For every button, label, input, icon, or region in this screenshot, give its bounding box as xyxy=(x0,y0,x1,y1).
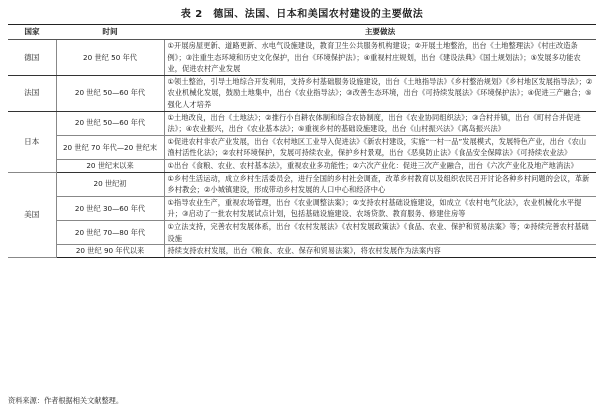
practice-cell: ①土地改良，出台《土地法》；②推行小自耕农体制和综合农协制度，出台《农业协同组织法》；③合村并镇，出台《町村合并促进法》；④农业振兴，出台《农业基本法》；⑤重视乡村的基础设施建设，出台《山村振兴法》《离岛振兴法》 xyxy=(164,111,596,135)
header-practice: 主要做法 xyxy=(164,25,596,40)
country-cell: 日本 xyxy=(8,111,56,172)
practice-cell: ①立法支持，完善农村发展体系，出台《农村发展法》《农村发展政策法》《食品、农业、保护和贸易法案》等；②持续完善农村基础设施 xyxy=(164,220,596,244)
practice-cell: 持续支持农村发展，出台《粮食、农业、保存和贸易法案》，将农村发展作为法案内容 xyxy=(164,245,596,258)
header-country: 国家 xyxy=(8,25,56,40)
table-row-usa-4 xyxy=(8,245,596,258)
period-cell: 20 世纪 50—60 年代 xyxy=(56,75,164,111)
practice-cell: ①指导农业生产，重视农场管理，出台《农业调整法案》；②支持农村基础设施建设，如成立《农村电气化法》，农业机械化水平提升；③启动了一批农村发展试点计划，包括基础设施建设、农场贷款、教育服务、修建住房等 xyxy=(164,196,596,220)
table-row-france xyxy=(8,75,596,111)
table-row-japan-3 xyxy=(8,159,596,172)
period-cell: 20 世纪 30—60 年代 xyxy=(56,196,164,220)
practices-table xyxy=(8,24,596,258)
practice-cell: ①促进农村非农产业发展，出台《农村地区工业导入促进法》《新农村建设，实施“一村一品”发展模式，发展特色产业，出台《农山渔村活性化法》；②农村环境保护，发展可持续农业，保护乡村景观，出台《恶臭防止法》《食品安全保障法》《可持续农业法》 xyxy=(164,135,596,159)
period-cell: 20 世纪 50—60 年代 xyxy=(56,111,164,135)
table-title: 表 2 德国、法国、日本和美国农村建设的主要做法 xyxy=(180,9,424,20)
country-cell: 美国 xyxy=(8,172,56,257)
practice-cell: ①开展房屋更新、道路更新、水电气设施建设，教育卫生公共服务机构建设；②开展土地整治，出台《土地整理法》《村庄改造条例》；③注重生态环境和历史文化保护，出台《环境保护法》；④重视村庄规划，出台《建设法典》《国土规划法》；⑤发展多功能农业，促进农村产业发展 xyxy=(164,40,596,76)
period-cell: 20 世纪 50 年代 xyxy=(56,40,164,76)
header-period: 时间 xyxy=(56,25,164,40)
table-row-japan-1 xyxy=(8,111,596,135)
period-cell: 20 世纪末以来 xyxy=(56,159,164,172)
source-note: 资料来源：作者根据相关文献整理。 xyxy=(8,396,124,405)
practice-cell: ①乡村生活运动，成立乡村生活委员会，进行全国的乡村社会调查，改革乡村教育以及组织农民召开讨论各种乡村问题的会议，革新乡村教会；②小城镇建设，形成带动乡村发展的人口中心和经济中心 xyxy=(164,172,596,196)
table-row-usa-1 xyxy=(8,172,596,196)
practice-cell: ①领土整治，引导土地综合开发利用，支持乡村基础服务设施建设，出台《土地指导法》《乡村整治规划》《乡村地区发展指导法》；②农业机械化发展，鼓励土地集中，出台《农业指导法》；③改善生态环境，出台《可持续发展法》《环境保护法》；④促进三产融合；⑤强化人才培养 xyxy=(164,75,596,111)
table-row-usa-3 xyxy=(8,220,596,244)
period-cell: 20 世纪 90 年代以来 xyxy=(56,245,164,258)
country-cell: 德国 xyxy=(8,40,56,76)
practice-cell: ①出台《食粮、农业、农村基本法》，重视农业多功能性；②六次产业化：促进三次产业融合，出台《六次产业化及地产地消法》 xyxy=(164,159,596,172)
period-cell: 20 世纪 70—80 年代 xyxy=(56,220,164,244)
period-cell: 20 世纪 70 年代—20 世纪末 xyxy=(56,135,164,159)
table-header-row xyxy=(8,25,596,40)
period-cell: 20 世纪初 xyxy=(56,172,164,196)
table-row-germany xyxy=(8,40,596,76)
country-cell: 法国 xyxy=(8,75,56,111)
table-row-japan-2 xyxy=(8,135,596,159)
table-row-usa-2 xyxy=(8,196,596,220)
